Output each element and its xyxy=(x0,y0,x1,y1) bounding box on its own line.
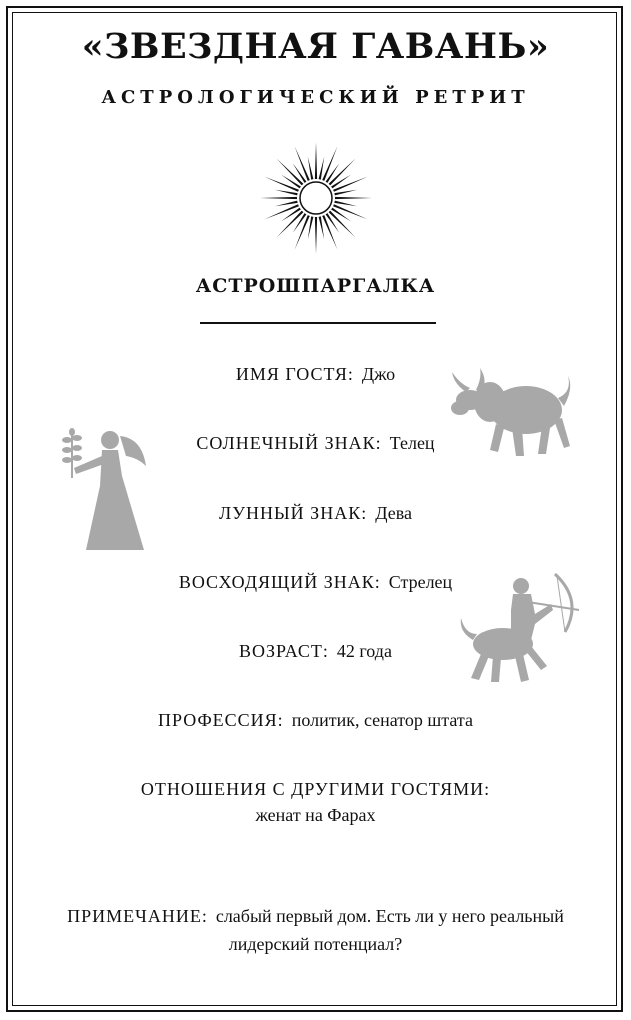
sun-ray xyxy=(333,204,368,219)
sun-ray xyxy=(326,163,340,183)
sun-ray xyxy=(276,158,303,185)
sun-ray xyxy=(329,211,356,238)
moon-sign-value: Дева xyxy=(375,503,412,523)
sun-ray xyxy=(315,217,317,254)
sun-ray xyxy=(329,158,356,185)
page-subtitle: АСТРОЛОГИЧЕСКИЙ РЕТРИТ xyxy=(101,87,530,108)
sun-ray xyxy=(276,211,303,238)
sun-ray xyxy=(264,177,299,192)
sun-ray xyxy=(293,163,307,183)
relations-value-row xyxy=(0,805,631,826)
moon-sign-label: ЛУННЫЙ ЗНАК: xyxy=(219,503,368,523)
sun-ray xyxy=(281,208,301,222)
sun-ray xyxy=(275,201,298,207)
note-text: слабый первый дом. Есть ли у него реальный лидерский потенциал? xyxy=(215,906,564,954)
guest-name-row xyxy=(0,364,631,385)
profession-value: политик, сенатор штата xyxy=(291,710,473,730)
sun-sign-row xyxy=(0,433,631,454)
sun-sign-value: Телец xyxy=(389,433,435,453)
sun-sign-label: СОЛНЕЧНЫЙ ЗНАК: xyxy=(196,433,382,453)
age-label: ВОЗРАСТ: xyxy=(239,641,329,661)
sun-ray xyxy=(308,157,314,180)
guest-name-label: ИМЯ ГОСТЯ: xyxy=(235,364,354,384)
profession-row xyxy=(0,710,631,731)
relations-value: женат на Фарах xyxy=(255,805,376,825)
sun-ray xyxy=(331,208,351,222)
rising-sign-label: ВОСХОДЯЩИЙ ЗНАК: xyxy=(178,572,381,592)
sun-ray xyxy=(333,177,368,192)
sun-ray xyxy=(326,213,340,233)
sun-ray xyxy=(319,216,325,239)
profession-label: ПРОФЕССИЯ: xyxy=(158,710,284,730)
sun-ray xyxy=(331,175,351,189)
age-row xyxy=(0,641,631,662)
moon-sign-row xyxy=(0,503,631,524)
sun-ray xyxy=(334,201,357,207)
note-label: ПРИМЕЧАНИЕ: xyxy=(67,906,208,926)
sun-ray xyxy=(281,175,301,189)
relations-label: ОТНОШЕНИЯ С ДРУГИМИ ГОСТЯМИ: xyxy=(140,779,491,799)
section-title: АСТРОШПАРГАЛКА xyxy=(195,275,436,297)
sun-ray xyxy=(275,190,298,196)
sun-ray xyxy=(264,204,299,219)
sun-ray xyxy=(308,216,314,239)
page-title: «ЗВЕЗДНАЯ ГАВАНЬ» xyxy=(81,26,550,67)
sun-ray xyxy=(322,146,337,181)
sun-ray xyxy=(335,197,372,199)
sun-ray xyxy=(260,197,297,199)
sun-ray xyxy=(334,190,357,196)
sun-ray xyxy=(293,213,307,233)
sun-ray xyxy=(295,146,310,181)
sun-ray xyxy=(315,142,317,179)
sun-ray xyxy=(322,215,337,250)
title-divider xyxy=(200,322,436,324)
relations-label-row xyxy=(0,779,631,800)
sun-ray xyxy=(319,157,325,180)
age-value: 42 года xyxy=(336,641,392,661)
note-block xyxy=(30,902,601,958)
rising-sign-row xyxy=(0,572,631,593)
sun-ray xyxy=(295,215,310,250)
rising-sign-value: Стрелец xyxy=(388,572,453,592)
guest-name-value: Джо xyxy=(361,364,396,384)
sun-icon xyxy=(258,140,374,256)
